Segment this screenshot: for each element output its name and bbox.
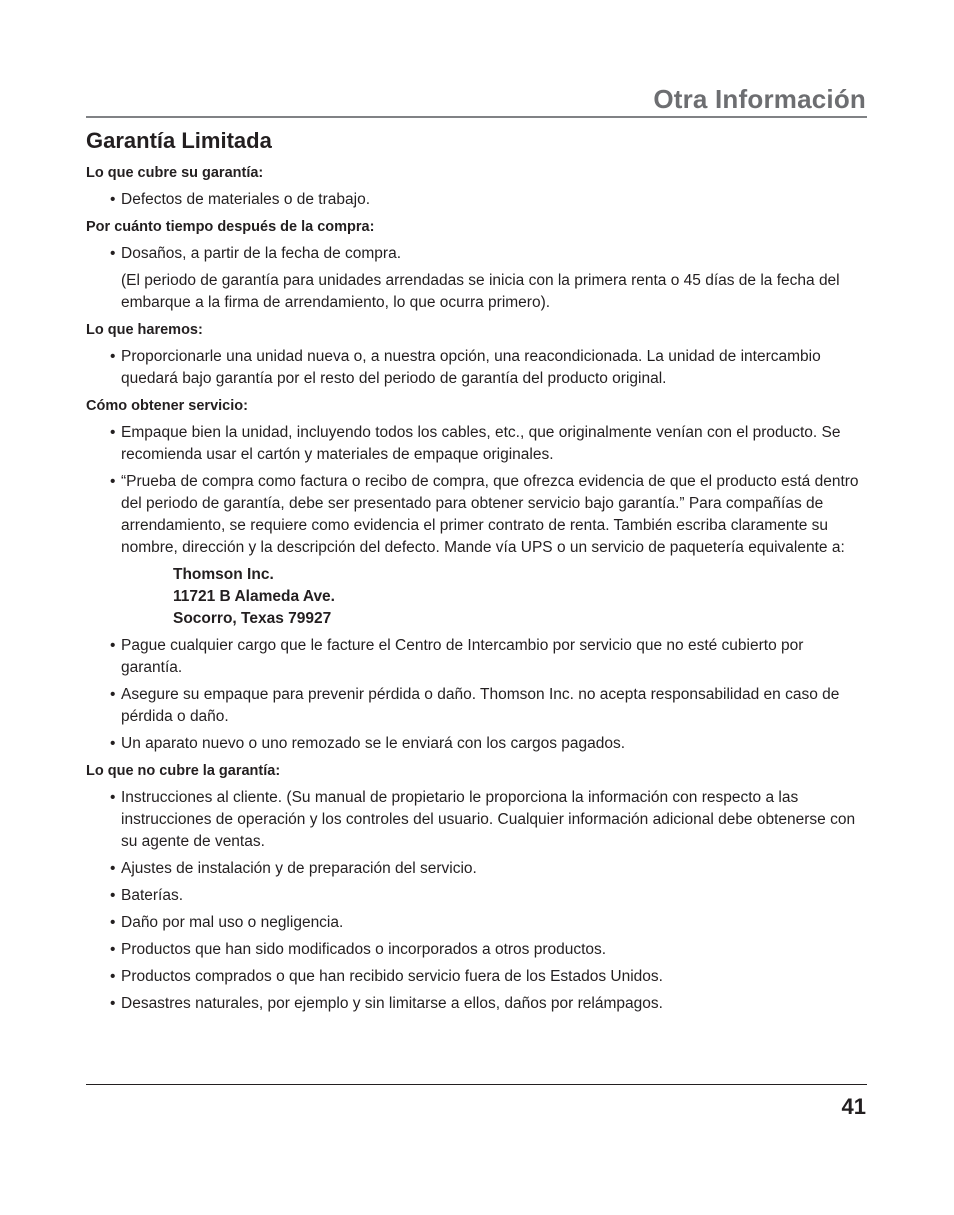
address-line: 11721 B Alameda Ave. <box>173 588 335 605</box>
subheading-coverage: Lo que cubre su garantía: <box>86 165 264 181</box>
subheading-what-we-do: Lo que haremos: <box>86 322 203 338</box>
list-item: • Dosaños, a partir de la fecha de compra. <box>86 243 866 265</box>
list-item: • Asegure su empaque para prevenir pérdida o daño. Thomson Inc. no acepta responsabilidad en caso de pérdida o daño. <box>86 684 866 728</box>
page-number: 41 <box>841 1094 866 1119</box>
list-item: • Productos comprados o que han recibido servicio fuera de los Estados Unidos. <box>86 966 866 988</box>
list-item: • Productos que han sido modificados o incorporados a otros productos. <box>86 939 866 961</box>
lease-note: (El periodo de garantía para unidades arrendadas se inicia con la primera renta o 45 días de la fecha del embarque a la firma de arrendamiento, lo que ocurra primero). <box>121 272 840 311</box>
header-divider <box>86 116 867 118</box>
list-item: • Baterías. <box>86 885 866 907</box>
subheading-get-service: Cómo obtener servicio: <box>86 398 248 414</box>
list-item: • Empaque bien la unidad, incluyendo todos los cables, etc., que originalmente venían con el producto. Se recomienda usar el cartón y materiales de empaque originales. <box>86 422 866 466</box>
what-we-do-list <box>86 346 866 390</box>
address-line: Thomson Inc. <box>173 566 274 583</box>
list-item: • Un aparato nuevo o uno remozado se le enviará con los cargos pagados. <box>86 733 866 755</box>
address-line: Socorro, Texas 79927 <box>173 610 332 627</box>
coverage-list <box>86 189 866 211</box>
list-item: • Desastres naturales, por ejemplo y sin limitarse a ellos, daños por relámpagos. <box>86 993 866 1015</box>
subheading-duration: Por cuánto tiempo después de la compra: <box>86 219 375 235</box>
list-item: • Daño por mal uso o negligencia. <box>86 912 866 934</box>
warranty-content <box>86 162 866 1020</box>
subheading-not-covered: Lo que no cubre la garantía: <box>86 763 281 779</box>
list-item: • Ajustes de instalación y de preparación del servicio. <box>86 858 866 880</box>
not-covered-list <box>86 787 866 1015</box>
page-header-title: Otra Información <box>653 84 866 114</box>
list-item: • Defectos de materiales o de trabajo. <box>86 189 866 211</box>
shipping-address <box>86 564 866 630</box>
footer-divider <box>86 1084 867 1085</box>
list-item: • Proporcionarle una unidad nueva o, a nuestra opción, una reacondicionada. La unidad de intercambio quedará bajo garantía por el resto del periodo de garantía del producto original. <box>86 346 866 390</box>
duration-list <box>86 243 866 265</box>
list-item: • Pague cualquier cargo que le facture el Centro de Intercambio por servicio que no esté cubierto por garantía. <box>86 635 866 679</box>
section-title: Garantía Limitada <box>86 128 272 153</box>
list-item: • “Prueba de compra como factura o recibo de compra, que ofrezca evidencia de que el producto está dentro del periodo de garantía, debe ser presentado para obtener servicio bajo garantía.” Para compañías de arrendamiento, se requiere como evidencia el primer contrato de renta. También escriba claramente su nombre, dirección y la descripción del defecto. Mande vía UPS o un servicio de paquetería equivalente a: <box>86 471 866 559</box>
get-service-list <box>86 422 866 559</box>
list-item: • Instrucciones al cliente. (Su manual de propietario le proporciona la información con respecto a las instrucciones de operación y los controles del usuario. Cualquier información adicional debe obtenerse con su agente de ventas. <box>86 787 866 853</box>
get-service-list-continued <box>86 635 866 755</box>
